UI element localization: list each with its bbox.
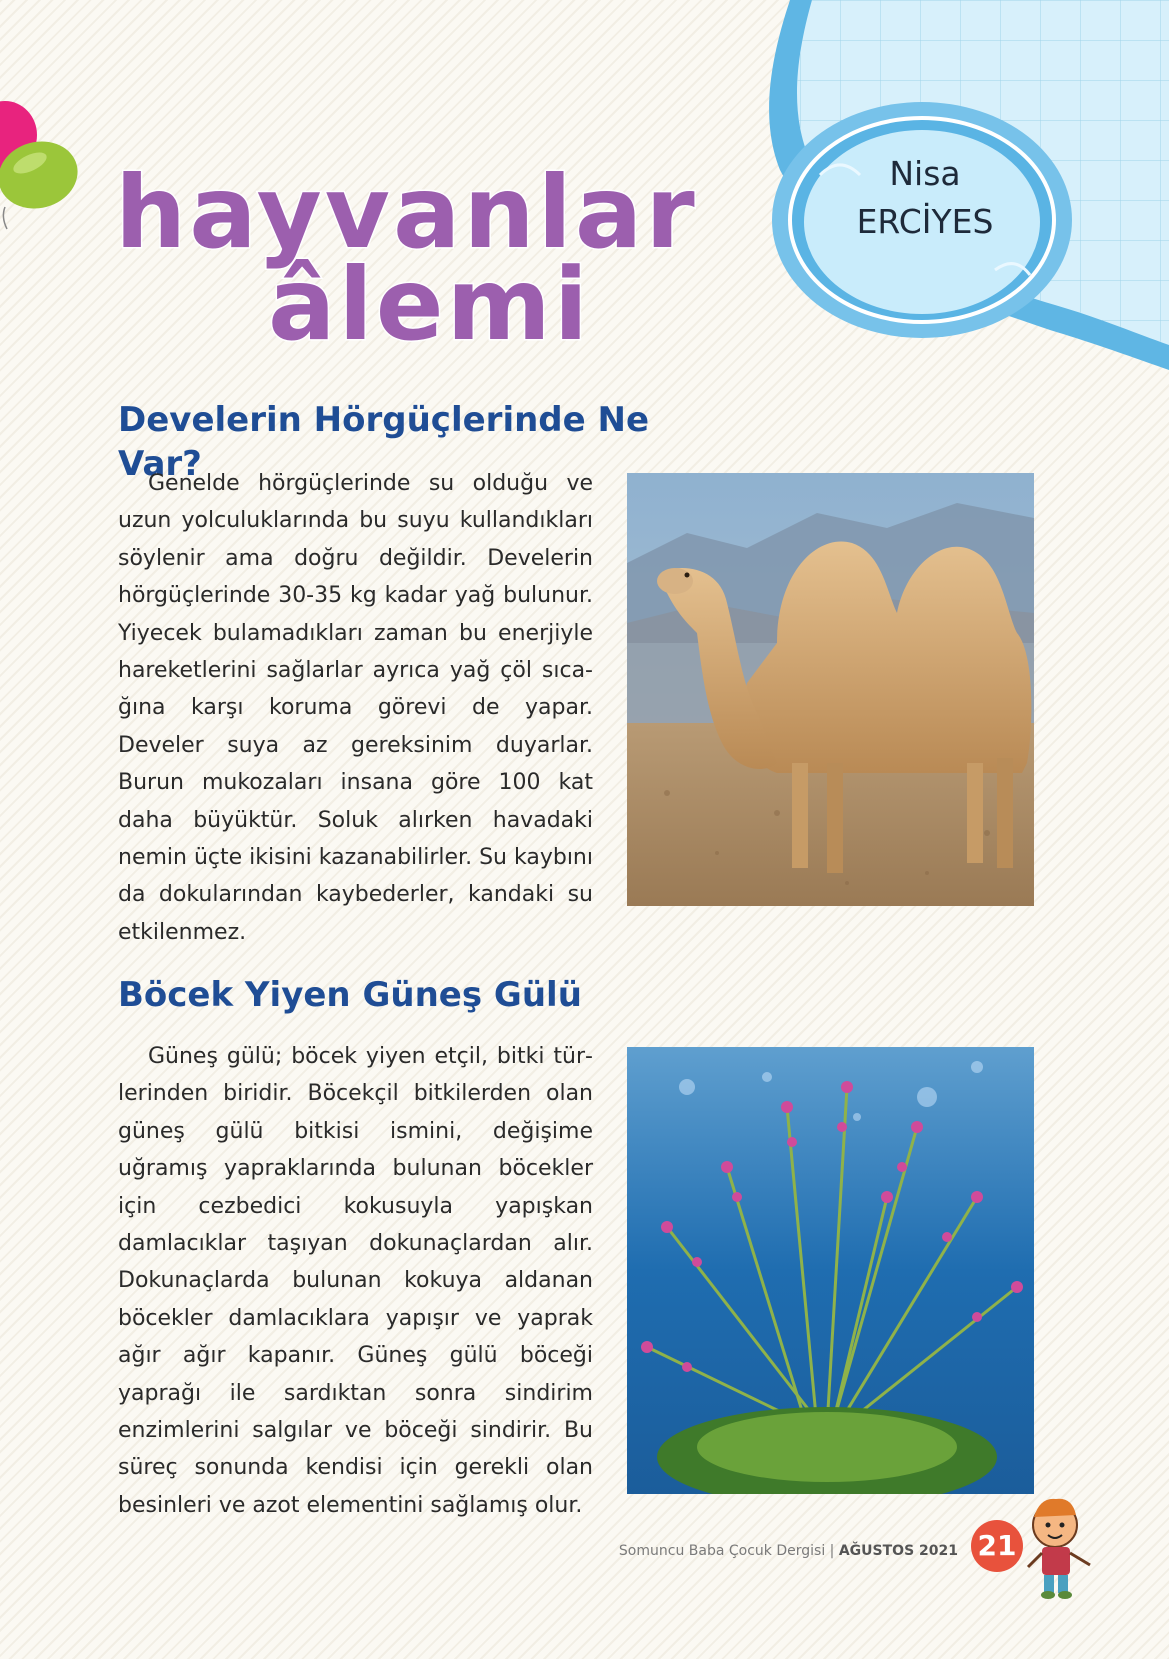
author-name [795, 150, 1055, 246]
author-first-name: Nisa [889, 154, 961, 193]
page-title-line1: hayvanlar [115, 154, 698, 271]
issue-date: AĞUSTOS 2021 [838, 1543, 958, 1559]
kid-mascot-icon [1020, 1495, 1110, 1605]
sundew-photo [627, 1047, 1034, 1494]
magazine-name: Somuncu Baba Çocuk Dergisi [618, 1543, 826, 1559]
balloons-decoration [0, 95, 90, 235]
section-text-sundew: Güneş gülü; böcek yiyen etçil, bitki türlerinden biridir. Böcekçil bitkilerden olan güneş gülü bitkisi ismini, değişime uğramış yapraklarında bulunan böcekler için cezbedici kokusuyla yapışkan damlacıklar taşıyan dokunaçlardan alır. Dokunaçlarda bulunan kokuya aldanan böcekler damlacıklara yapışır ve yaprak ağır ağır kapanır. Güneş gülü böceği yaprağı ile sardıktan sonra sindirim enzimlerini salgılar ve böceği sindirir. Bu süreç sonunda kendisi için gerekli olan besinleri ve azot elementini sağlamış olur. [118, 1044, 593, 1518]
section-text-camels: Genelde hörgüçlerinde su olduğu ve uzun yolculuklarında bu suyu kullandıkları söylenir ama doğru değildir. Develerin hörgüçlerinde 30-35 kg kadar yağ bulunur. Yiyecek bulamadıkları zaman bu enerjiyle hareketlerini sağlarlar ayrıca yağ çöl sıcağına karşı koruma görevi de yapar. Develer suya az gereksinim duyarlar. Burun mukozaları insana göre 100 kat daha büyüktür. Soluk alırken havadaki nemin üçte ikisini kazanabilirler. Su kaybını da dokularından kaybederler, kandaki su etkilenmez. [118, 471, 593, 945]
page-title-line2: âlemi̇ [268, 246, 592, 363]
author-last-name: ERCİYES [856, 202, 994, 241]
footer-magazine-info [560, 1543, 958, 1559]
section-heading-sundew: Böcek Yiyen Güneş Gülü [118, 975, 582, 1015]
footer-separator: | [829, 1543, 835, 1559]
section-heading-camels: Develerin Hörgüçlerinde Ne Var? [118, 400, 650, 484]
page-number: 21 [971, 1520, 1023, 1572]
camel-photo [627, 473, 1034, 906]
